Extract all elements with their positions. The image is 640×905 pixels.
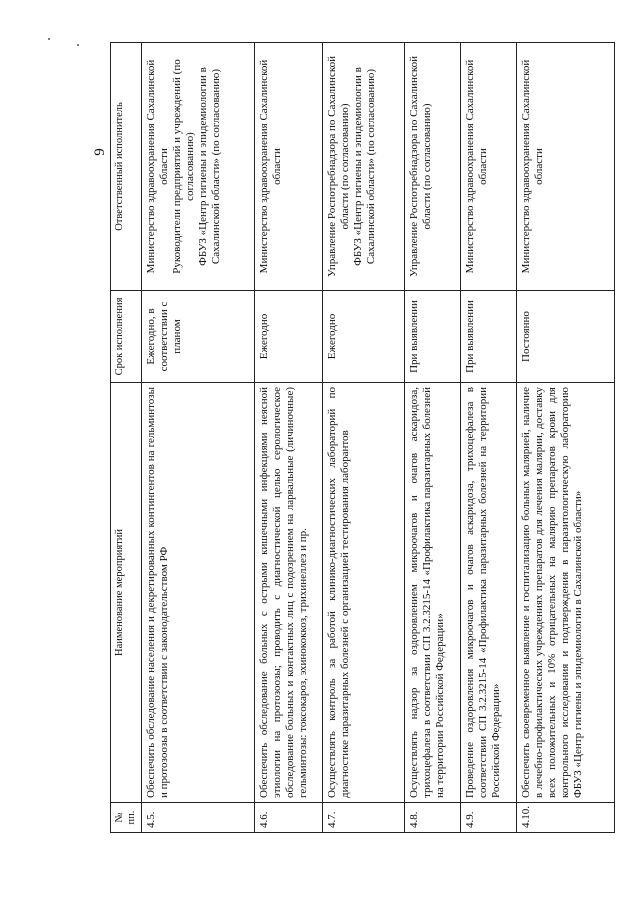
row-number: 4.6. [255,803,323,833]
scan-speck [77,44,79,46]
table-row [405,43,461,833]
page-number: 9 [92,148,108,156]
row-term: При выявлении [405,291,461,383]
row-activity: Осуществлять контроль за работой клинико-диагностических лабораторий по диагностике паразитарных болезней с организацией тестирования лаборантов [323,383,405,803]
row-activity: Проведение оздоровления микроочагов и очагов аскаридоза, трихоцефалеза в соответствии СП 3.2.3215-14 «Профилактика паразитарных болезней на территории Российской Федерации» [461,383,517,803]
table-row [461,43,517,833]
row-term: Ежегодно [255,291,323,383]
row-executor [323,43,405,291]
row-term: Постоянно [517,291,615,383]
table-row [323,43,405,833]
executor-line: ФБУЗ «Центр гигиены и эпидемиологии в Сахалинской области» (по согласованию) [352,67,377,266]
row-number: 4.7. [323,803,405,833]
executor-line: Управление Роспотребнадзора по Сахалинской области (по согласованию) [326,56,351,277]
row-term: Ежегодно [323,291,405,383]
row-activity: Обеспечить обследование больных с острыми кишечными инфекциями неясной этиологии на протозоозы; проводить с диагностической целью серологическое обследование больных и контактных лиц с подозрением на ларвальные (личиночные) гельминтозы: токсокароз, эхинококкоз, трихинеллез и пр. [255,383,323,803]
row-number: 4.9. [461,803,517,833]
table-row [517,43,615,833]
executor-line: Министерство здравоохранения Сахалинской области [520,59,545,274]
table-row [255,43,323,833]
header-number: № пп. [111,803,142,833]
row-term: Ежегодно, в соответствии с планом [142,291,255,383]
row-activity: Обеспечить обследование населения и декретированных контингентов на гельминтозы и протозоозы в соответствии с законодательством РФ [142,383,255,803]
row-activity: Обеспечить своевременное выявление и госпитализацию больных малярией, наличие в лечебно-профилактических учреждениях препаратов для лечения малярии, доставку всех положительных и 10% отрицательных на малярию препаратов крови для контрольного исследования и подтверждения в паразитологическую лабораторию ФБУЗ «Центр гигиены и эпидемиологии в Сахалинской области» [517,383,615,803]
row-executor [517,43,615,291]
row-executor [461,43,517,291]
executor-line: Министерство здравоохранения Сахалинской области [145,59,170,274]
executor-line: ФБУЗ «Центр гигиены и эпидемиологии в Сахалинской области» (по согласованию) [197,67,222,266]
row-executor [142,43,255,291]
executor-line: Руководители предприятий и учреждений (по согласованию) [171,59,196,274]
table-row [142,43,255,833]
row-number: 4.8. [405,803,461,833]
rotated-table-container [110,43,615,833]
row-executor [405,43,461,291]
table-header-row [111,43,142,833]
scan-speck [48,38,50,40]
row-activity: Осуществлять надзор за оздоровлением микроочагов и очагов аскаридоза, трихоцефалеза в соответствии СП 3.2.3215-14 «Профилактика паразитарных болезней на территории Российской Федерации» [405,383,461,803]
header-activity: Наименование мероприятий [111,383,142,803]
row-term: При выявлении [461,291,517,383]
row-executor [255,43,323,291]
row-number: 4.10. [517,803,615,833]
executor-line: Министерство здравоохранения Сахалинской области [464,59,489,274]
activities-table [110,42,615,833]
executor-line: Министерство здравоохранения Сахалинской области [258,59,283,274]
header-executor: Ответственный исполнитель [111,43,142,291]
executor-line: Управление Роспотребнадзора по Сахалинской области (по согласованию) [408,56,433,277]
header-term: Срок исполнения [111,291,142,383]
row-number: 4.5. [142,803,255,833]
